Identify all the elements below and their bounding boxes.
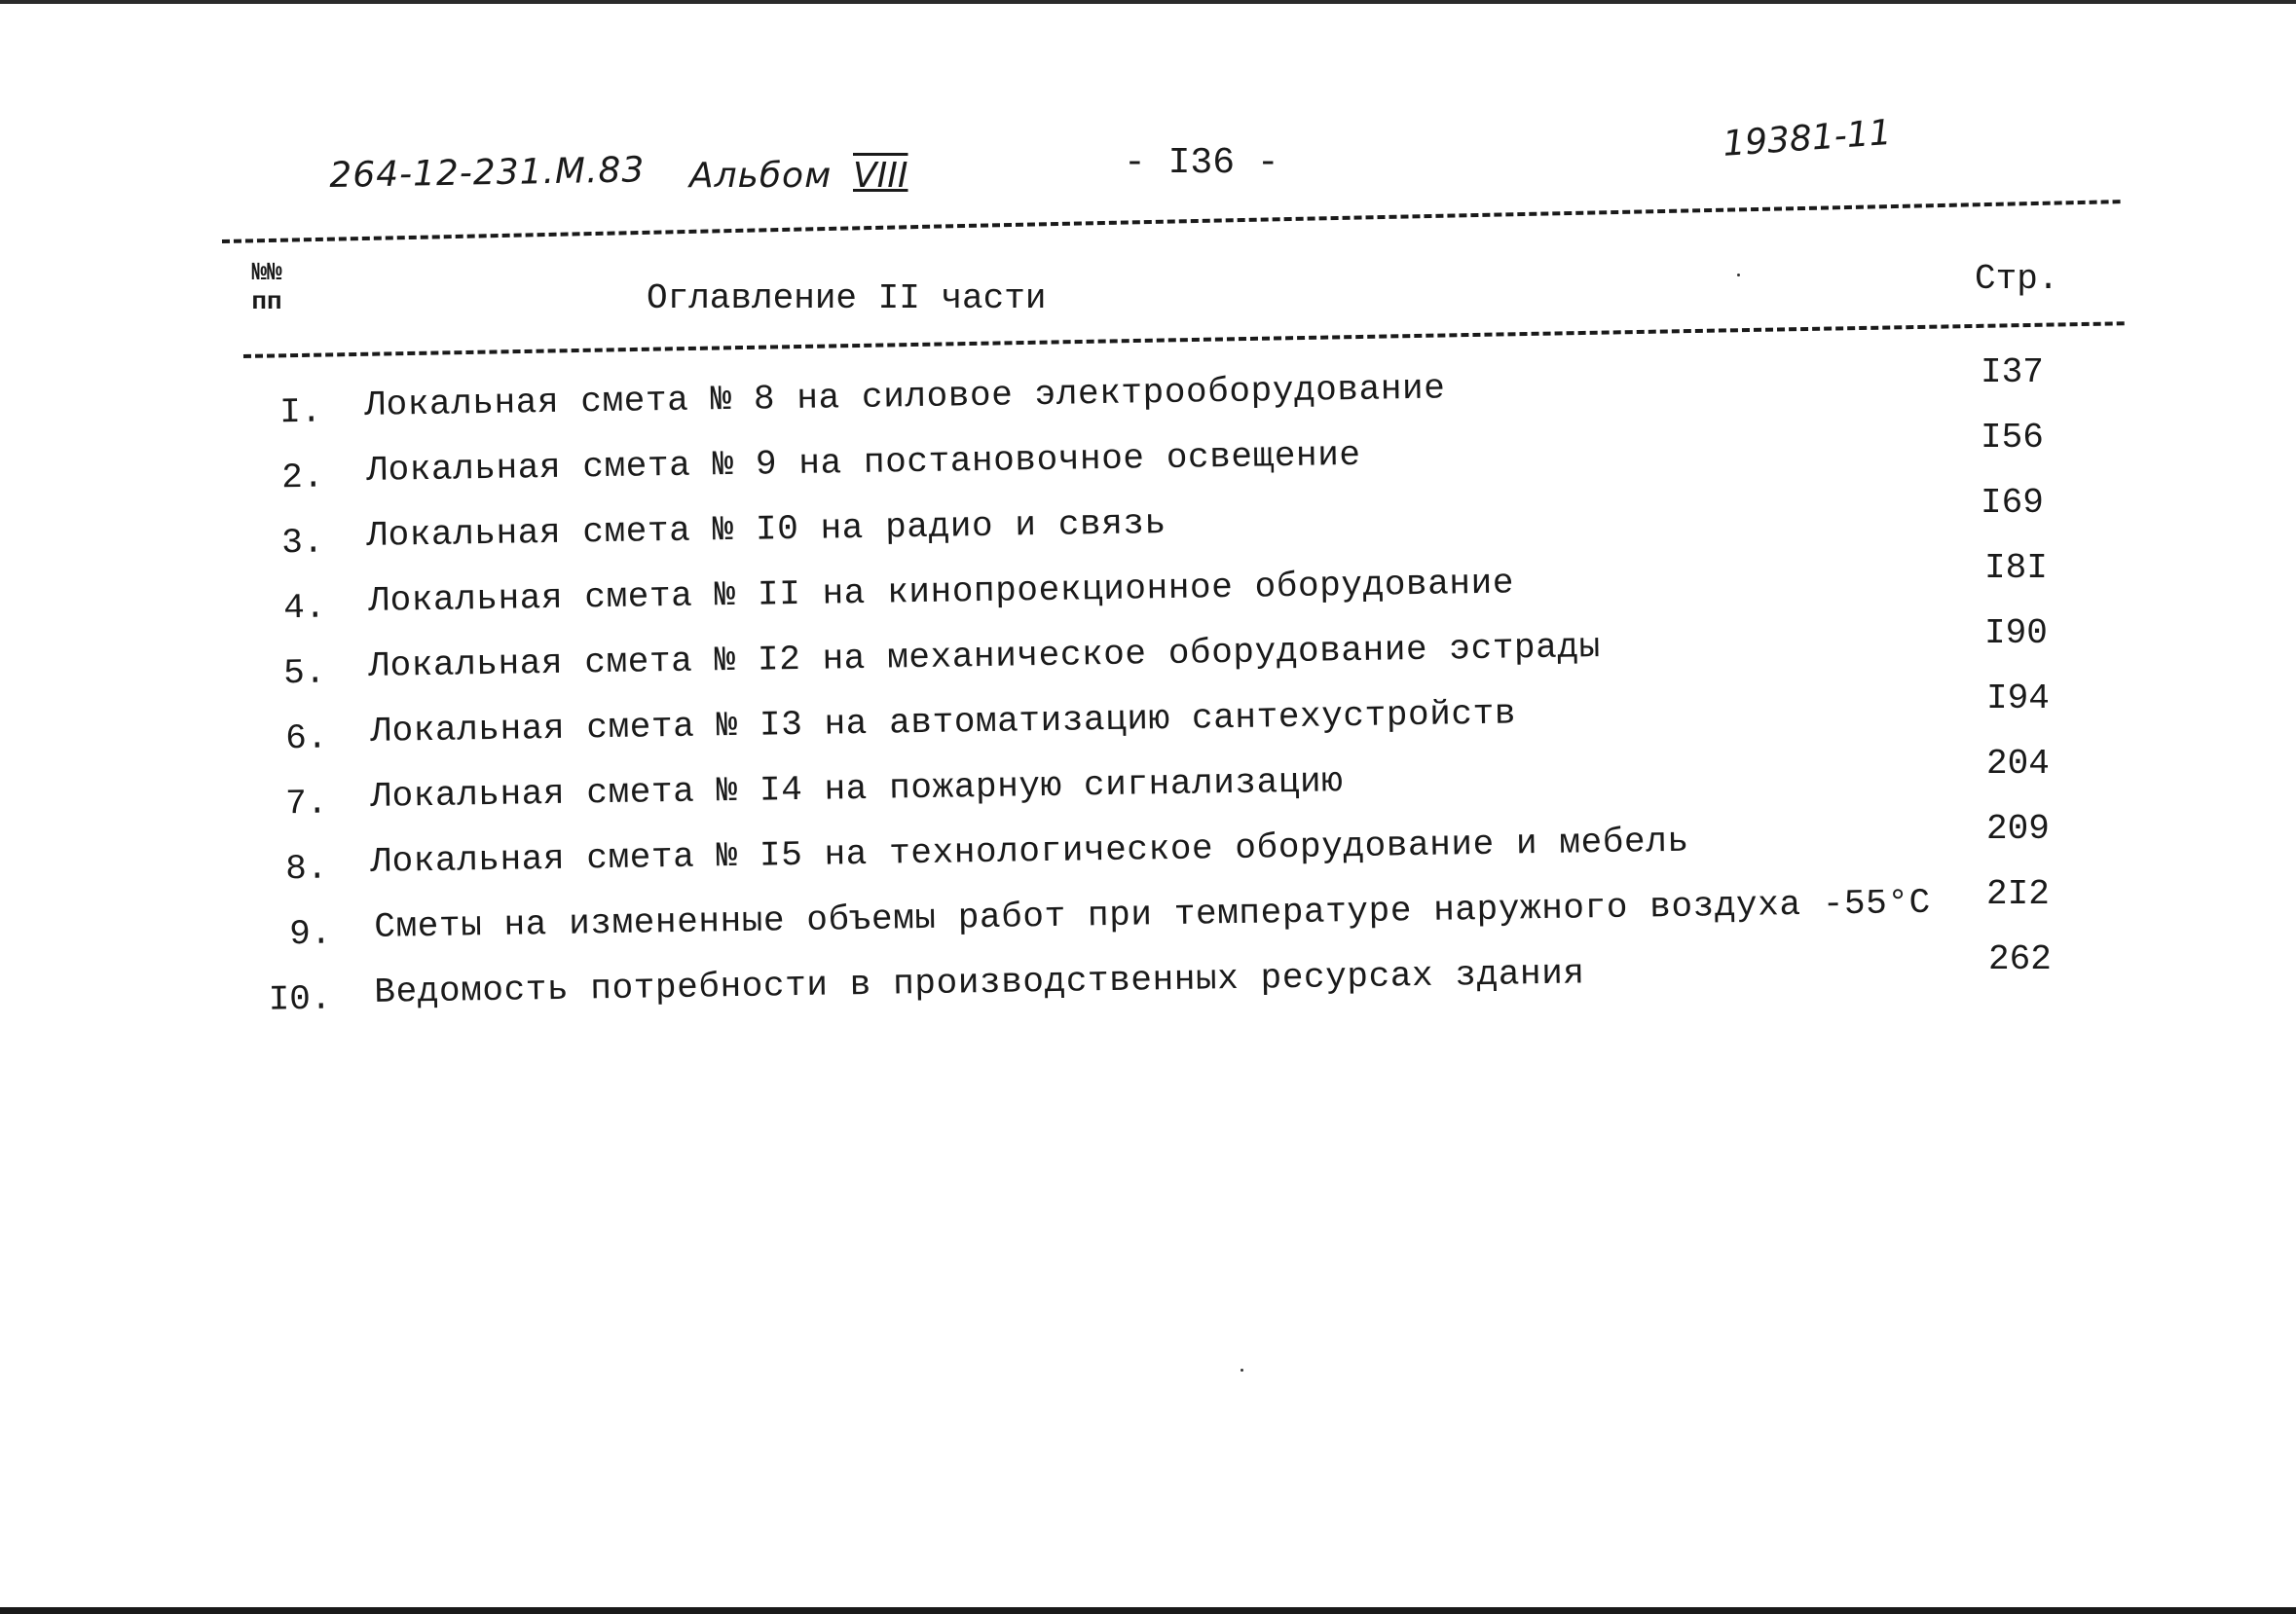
toc-row-page: I90: [1984, 613, 2048, 653]
toc-row-page: I8I: [1984, 548, 2048, 588]
toc-row-page: 209: [1986, 809, 2050, 849]
toc-row-title: Локальная смета № 8 на силовое электрооборудование: [364, 368, 1446, 425]
column-header-number-line1: №№: [251, 258, 282, 287]
toc-row-number: 2.: [280, 457, 324, 498]
toc-row-page: I69: [1981, 483, 2044, 523]
toc-row-title: Локальная смета № I0 на радио и связь: [366, 502, 1167, 556]
toc-row-page: I94: [1986, 679, 2050, 718]
album-label: Альбом: [689, 156, 833, 196]
toc-row-title: Локальная смета № I2 на механическое оборудование эстрады: [368, 627, 1602, 686]
toc-row-number: 5.: [282, 652, 326, 694]
page-number: - I36 -: [1124, 142, 1279, 184]
album-number: VIII: [853, 156, 908, 196]
toc-row-page: I56: [1981, 418, 2044, 458]
toc-row-number: I0.: [268, 978, 332, 1020]
toc-row-number: 6.: [284, 717, 328, 759]
toc-row-number: 3.: [280, 522, 324, 564]
column-header-number-line2: пп: [251, 287, 282, 316]
toc-row-title: Ведомость потребности в производственных ресурсах здания: [374, 953, 1585, 1012]
toc-row-page: 262: [1988, 939, 2052, 979]
toc-row-number: I.: [278, 391, 322, 433]
toc-row-title: Локальная смета № 9 на постановочное освещение: [366, 434, 1361, 491]
toc-row-number: 4.: [282, 587, 326, 629]
toc-row-number: 7.: [284, 783, 328, 825]
document-reference: 19381-11: [1722, 112, 1893, 165]
toc-row-page: 204: [1986, 744, 2050, 784]
toc-row-number: 8.: [284, 848, 328, 890]
toc-row-title: Локальная смета № I5 на технологическое оборудование и мебель: [370, 821, 1689, 882]
toc-title: Оглавление II части: [647, 278, 1047, 318]
toc-row-number: 9.: [288, 913, 332, 955]
toc-row-title: Сметы на измененные объемы работ при температуре наружного воздуха -55°С: [374, 882, 1932, 947]
document-code: 264-12-231.М.83: [329, 150, 646, 196]
scan-speck: [1241, 1369, 1243, 1372]
toc-row-title: Локальная смета № II на кинопроекционное оборудование: [368, 563, 1515, 621]
toc-row-title: Локальная смета № I3 на автоматизацию сантехустройств: [370, 693, 1517, 752]
toc-row-title: Локальная смета № I4 на пожарную сигнализацию: [370, 761, 1344, 817]
toc-row-page: 2I2: [1986, 874, 2050, 914]
toc-row-page: I37: [1981, 352, 2044, 392]
column-header-page: Стр.: [1975, 259, 2059, 299]
scan-speck: [1737, 274, 1740, 276]
